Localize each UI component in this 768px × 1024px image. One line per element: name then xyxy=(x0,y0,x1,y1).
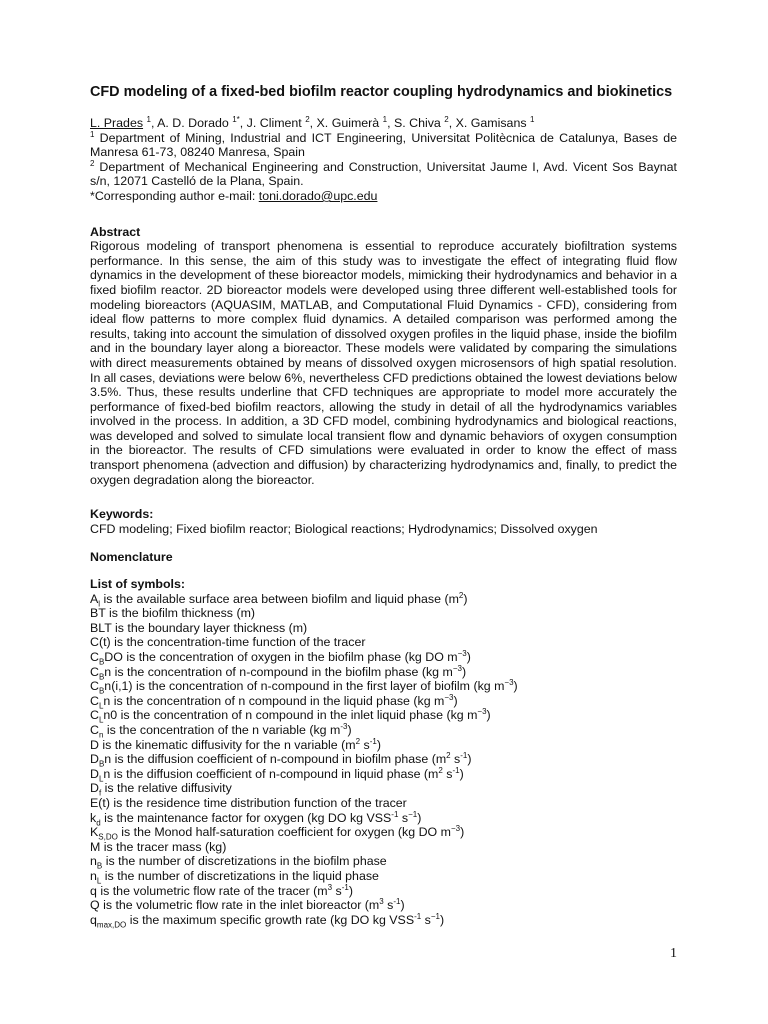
unit-exponent: −3 xyxy=(457,648,467,658)
author-affil-mark: 2 xyxy=(444,114,449,124)
affiliation-mark: 2 xyxy=(90,158,95,168)
symbol-main: C xyxy=(90,650,99,664)
unit-exponent: −3 xyxy=(504,678,514,688)
symbol-definition: is the volumetric flow rate of the tracer (m xyxy=(96,883,328,898)
unit-exponent: -1 xyxy=(393,896,401,906)
unit-text: ) xyxy=(417,810,422,825)
unit-text: ) xyxy=(453,693,458,708)
symbol-main: A xyxy=(90,591,99,606)
symbol-definition: is the boundary layer thickness (m) xyxy=(111,620,308,635)
symbol-main: C xyxy=(90,722,99,737)
symbol-definition: n is the diffusion coefficient of n-compound in biofilm phase (m xyxy=(104,752,447,767)
unit-text: ) xyxy=(400,898,405,913)
unit-exponent: 2 xyxy=(458,590,464,600)
unit-exponent: 3 xyxy=(327,882,333,892)
unit-exponent: 3 xyxy=(379,896,384,906)
abstract-text: Rigorous modeling of transport phenomena is essential to reproduce accurately biofiltration systems performance. In this sense, the aim of this study was to investigate the effect of integrating fluid flow dynamics in the development of these bioreactor models, mimicking their hydrodynamics and behavior in a fixed biofilm reactor. 2D bioreactor models were developed using three different well-established tools for modeling bioreactors (AQUASIM, MATLAB, and Computational Fluid Dynamics - CFD), considering from ideal flow patterns to more complex fluid dynamics. A detailed comparison was performed among the results, taking into account the simulation of dissolved oxygen profiles in the liquid phase, inside the biofilm and in the boundary layer along a bioreactor. These models were validated by comparing the simulations with direct measurements obtained by means of dissolved oxygen microsensors of high spatial resolution. In all cases, deviations were below 6%, nevertheless CFD predictions obtained the lowest deviations below 3.5%. Thus, these results underline that CFD techniques are appropriate to model more accurately the performance of fixed-bed biofilm reactors, allowing the study in detail of all the hydrodynamics variables involved in the process. In addition, a 3D CFD model, combining hydrodynamics and biological reactions, was developed and solved to simulate local transient flow and dynamic behaviors of oxygen consumption in the bioreactor. The results of CFD simulations were evaluated in order to know the effect of mass transport phenomena (advection and diffusion) by characterizing hydrodynamics and, finally, to predict the oxygen degradation along the bioreactor. xyxy=(90,239,677,487)
symbol-subscript: d xyxy=(96,818,101,827)
author-name: , J. Climent xyxy=(239,116,306,130)
symbol-item xyxy=(90,635,677,650)
symbol-item xyxy=(90,606,677,621)
symbol-item xyxy=(90,592,677,607)
unit-text: ) xyxy=(463,591,468,606)
symbol-item xyxy=(90,621,677,636)
unit-exponent: -1 xyxy=(460,751,468,761)
symbol-definition: n is the concentration of n-compound in the biofilm phase (kg m xyxy=(104,664,453,679)
affiliation-1 xyxy=(90,131,677,160)
unit-text: ) xyxy=(466,650,471,664)
symbol-definition: is the Monod half-saturation coefficient for oxygen (kg DO m xyxy=(117,825,451,840)
unit-text: s xyxy=(442,766,453,781)
unit-text: ) xyxy=(439,912,445,927)
unit-exponent: −1 xyxy=(430,911,440,921)
symbol-definition: is the maintenance factor for oxygen (kg DO kg VSS xyxy=(100,810,392,825)
abstract-heading: Abstract xyxy=(90,224,141,239)
symbol-main: Q xyxy=(90,898,100,913)
symbol-subscript: B xyxy=(98,657,105,667)
symbol-main: C xyxy=(90,693,99,708)
email-link[interactable]: toni.dorado@upc.edu xyxy=(258,188,378,203)
symbol-definition: n is the concentration of n compound in the liquid phase (kg m xyxy=(103,693,445,708)
symbol-subscript: B xyxy=(98,759,105,769)
unit-text: ) xyxy=(461,664,467,679)
unit-text: s xyxy=(360,737,370,752)
unit-text: ) xyxy=(467,752,472,767)
symbol-subscript: f xyxy=(98,788,102,798)
symbol-definition: is the number of discretizations in the biofilm phase xyxy=(102,854,387,869)
unit-exponent: −3 xyxy=(452,663,462,673)
symbol-item xyxy=(90,708,677,723)
symbol-definition: is the concentration of the n variable (kg m xyxy=(103,722,341,737)
author-affil-mark: 2 xyxy=(305,114,310,124)
symbol-item xyxy=(90,679,677,694)
unit-text: ) xyxy=(348,883,353,898)
unit-text: ) xyxy=(347,722,352,737)
symbols-list xyxy=(90,592,677,928)
author-name: , X. Gamisans xyxy=(448,116,530,130)
first-author: L. Prades xyxy=(90,116,144,130)
unit-text: s xyxy=(421,912,431,927)
symbol-main: n xyxy=(90,868,97,883)
symbol-item xyxy=(90,723,677,738)
symbol-subscript: B xyxy=(96,861,103,871)
symbol-item xyxy=(90,898,677,913)
symbol-definition: is the maximum specific growth rate (kg DO kg VSS xyxy=(126,912,415,927)
symbol-main: E(t) xyxy=(90,795,110,810)
unit-exponent: −3 xyxy=(450,824,461,833)
unit-text: ) xyxy=(459,766,464,781)
symbol-main: K xyxy=(90,825,99,840)
keywords-text: CFD modeling; Fixed biofilm reactor; Biological reactions; Hydrodynamics; Dissolved oxygen xyxy=(90,521,598,536)
nomenclature-heading: Nomenclature xyxy=(90,550,173,565)
unit-exponent: 2 xyxy=(446,751,451,761)
symbol-main: M xyxy=(90,839,101,854)
symbol-subscript: L xyxy=(96,876,102,886)
symbol-subscript: l xyxy=(98,599,101,609)
symbol-subscript: B xyxy=(98,672,105,682)
paper-title: CFD modeling of a fixed-bed biofilm reactor coupling hydrodynamics and biokinetics xyxy=(90,84,673,100)
symbol-subscript: n xyxy=(98,730,104,740)
symbol-definition: is the number of discretizations in the liquid phase xyxy=(101,868,379,883)
symbol-subscript: L xyxy=(98,715,104,725)
unit-text: ) xyxy=(376,737,381,752)
symbol-main: q xyxy=(90,883,97,898)
unit-text: s xyxy=(450,752,461,767)
corresponding-label: *Corresponding author e-mail: xyxy=(90,188,259,203)
symbol-item xyxy=(90,650,677,665)
symbol-main: BT xyxy=(90,606,106,621)
symbol-item xyxy=(90,796,677,811)
symbol-definition: is the available surface area between biofilm and liquid phase (m xyxy=(100,591,459,606)
symbol-item xyxy=(90,825,677,840)
symbol-item xyxy=(90,752,677,767)
symbol-definition: is the tracer mass (kg) xyxy=(100,839,227,854)
symbol-item xyxy=(90,781,677,796)
page-number: 1 xyxy=(670,946,677,961)
paper-page xyxy=(90,84,677,930)
author-affil-mark: 1 xyxy=(146,114,151,124)
unit-text: s xyxy=(332,883,342,898)
symbol-definition: n is the diffusion coefficient of n-compound in liquid phase (m xyxy=(103,766,439,781)
unit-exponent: −3 xyxy=(477,707,487,717)
unit-exponent: 2 xyxy=(355,736,361,746)
symbol-item xyxy=(90,884,677,899)
symbol-item xyxy=(90,738,677,753)
unit-exponent: -1 xyxy=(391,809,399,819)
symbol-subscript: B xyxy=(98,686,105,696)
symbol-item xyxy=(90,854,677,869)
symbol-main: C xyxy=(90,679,99,694)
unit-exponent: −1 xyxy=(408,809,418,819)
symbol-definition: is the kinematic diffusivity for the n variable (m xyxy=(98,737,356,752)
symbol-item xyxy=(90,767,677,782)
affiliation-mark: 1 xyxy=(90,129,95,139)
symbol-definition: is the biofilm thickness (m) xyxy=(105,606,256,621)
symbol-main: C xyxy=(90,708,99,723)
symbol-item xyxy=(90,913,677,928)
unit-exponent: -1 xyxy=(452,765,460,775)
symbol-main: D xyxy=(90,737,99,752)
symbols-heading: List of symbols: xyxy=(90,577,186,592)
symbol-definition: n(i,1) is the concentration of n-compound in the first layer of biofilm (kg m xyxy=(104,679,505,694)
author-list xyxy=(90,116,677,131)
symbol-main: C(t) xyxy=(90,635,111,650)
symbol-definition: is the relative diffusivity xyxy=(101,781,232,796)
keywords-heading: Keywords: xyxy=(90,507,154,522)
symbol-definition: is the volumetric flow rate in the inlet bioreactor (m xyxy=(99,898,380,913)
unit-text: s xyxy=(383,898,394,913)
symbol-definition: n0 is the concentration of n compound in the inlet liquid phase (kg m xyxy=(103,708,478,723)
symbol-main: BLT xyxy=(90,620,112,635)
symbol-main: k xyxy=(90,810,97,825)
author-affil-mark: 1 xyxy=(382,114,388,124)
unit-exponent: 2 xyxy=(438,765,443,775)
symbol-definition: is the residence time distribution function of the tracer xyxy=(109,795,407,810)
symbol-main: D xyxy=(90,781,99,796)
symbol-item xyxy=(90,694,677,709)
symbol-main: C xyxy=(90,664,99,679)
author-affil-mark: 1 xyxy=(529,114,535,124)
unit-text: ) xyxy=(513,679,518,694)
symbol-main: n xyxy=(90,854,97,869)
corresponding-author xyxy=(90,189,677,204)
unit-exponent: -3 xyxy=(340,721,348,731)
symbol-definition: is the concentration-time function of the tracer xyxy=(110,635,366,650)
author-name: , X. Guimerà xyxy=(309,116,383,130)
unit-exponent: -1 xyxy=(341,882,349,892)
affiliation-text: Department of Mechanical Engineering and Construction, Universitat Jaume I, Avd. Vicent Sos Baynat s/n, 12071 Castelló de la Plana, Spain. xyxy=(90,159,677,189)
symbol-main: D xyxy=(90,752,99,767)
unit-exponent: -1 xyxy=(369,736,377,746)
author-affil-mark: 1* xyxy=(232,114,240,124)
author-name: , S. Chiva xyxy=(387,116,445,130)
unit-text: ) xyxy=(460,825,465,840)
author-name: , A. D. Dorado xyxy=(150,116,233,130)
symbol-main: q xyxy=(90,912,97,927)
affiliation-2 xyxy=(90,160,677,189)
unit-text: s xyxy=(398,810,409,825)
symbol-subscript: S,DO xyxy=(98,832,118,842)
symbol-subscript: L xyxy=(98,774,104,784)
unit-exponent: -1 xyxy=(414,911,422,921)
symbol-item xyxy=(90,869,677,884)
unit-text: ) xyxy=(486,708,491,723)
symbol-item xyxy=(90,665,677,680)
symbol-item xyxy=(90,811,677,826)
affiliation-text: Department of Mining, Industrial and ICT Engineering, Universitat Politècnica de Catalunya, Bases de Manresa 61-73, 08240 Manresa, Spain xyxy=(90,130,677,160)
unit-exponent: −3 xyxy=(444,692,454,702)
symbol-definition: DO is the concentration of oxygen in the biofilm phase (kg DO m xyxy=(104,650,458,664)
symbol-subscript: max,DO xyxy=(96,920,127,930)
symbol-subscript: L xyxy=(98,701,104,711)
symbol-item xyxy=(90,840,677,855)
symbol-main: D xyxy=(90,766,99,781)
